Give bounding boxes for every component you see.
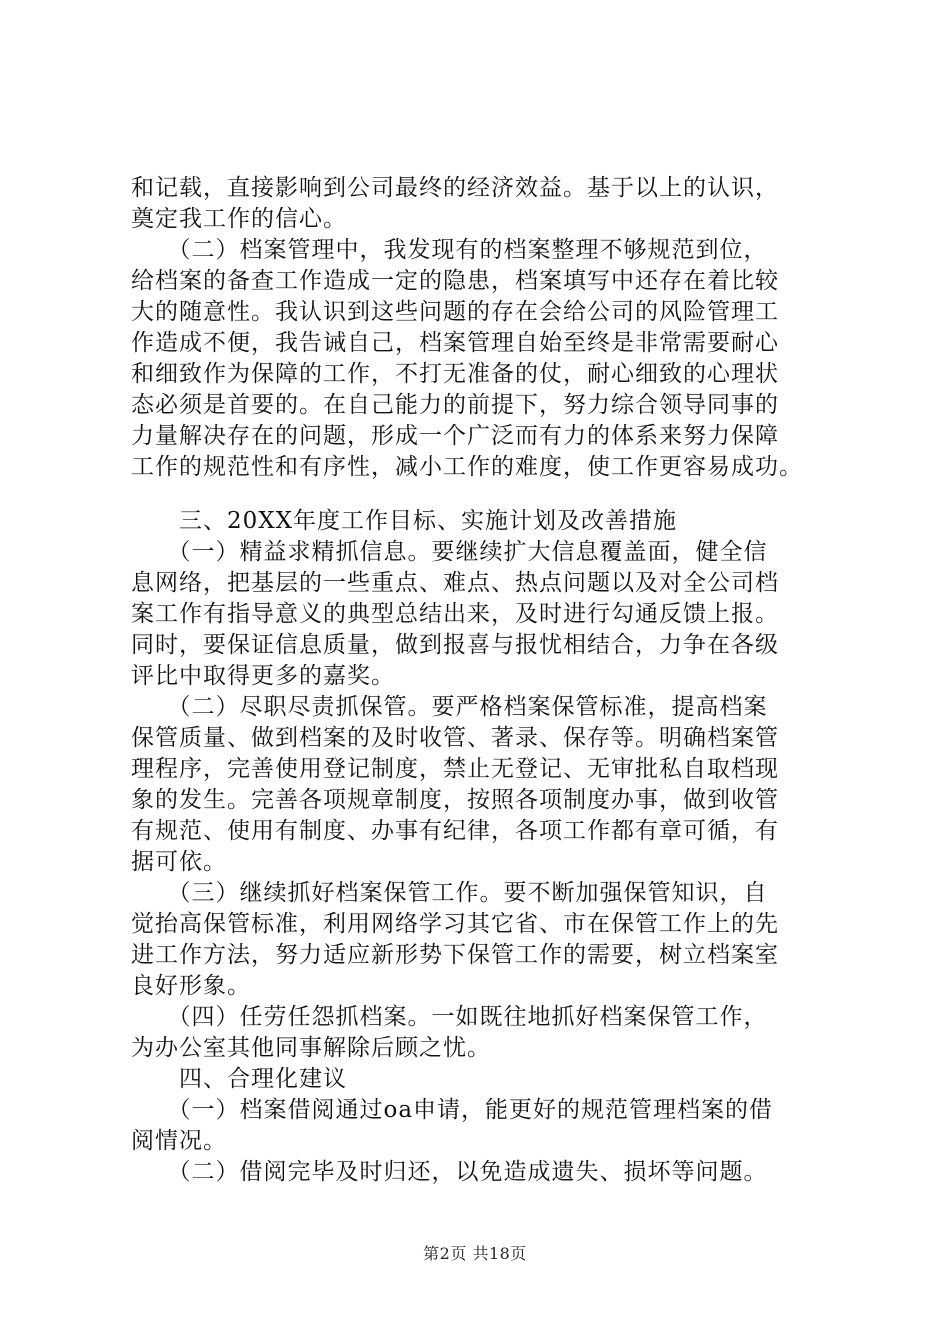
- body-line: 大的随意性。我认识到这些问题的存在会给公司的风险管理工: [131, 299, 779, 325]
- body-line: 态必须是首要的。在自己能力的前提下，努力综合领导同事的: [131, 392, 779, 418]
- body-line: （三）继续抓好档案保管工作。要不断加强保管知识，自: [131, 880, 768, 906]
- body-line: （二）借阅完毕及时归还，以免造成遗失、损坏等问题。: [131, 1159, 768, 1185]
- body-line: 和记载，直接影响到公司最终的经济效益。基于以上的认识，: [131, 175, 779, 201]
- body-line: 和细致作为保障的工作，不打无准备的仗，耐心细致的心理状: [131, 361, 779, 387]
- body-line: 觉抬高保管标准，利用网络学习其它省、市在保管工作上的先: [131, 911, 779, 937]
- body-line: （四）任劳任怨抓档案。一如既往地抓好档案保管工作，: [131, 1004, 768, 1030]
- body-line: （二）尽职尽责抓保管。要严格档案保管标准，提高档案: [131, 694, 768, 720]
- body-line: 评比中取得更多的嘉奖。: [131, 663, 395, 689]
- body-line: 有规范、使用有制度、办事有纪律，各项工作都有章可循，有: [131, 818, 779, 844]
- body-line: 据可依。: [131, 849, 227, 875]
- body-line: 保管质量、做到档案的及时收管、著录、保存等。明确档案管: [131, 725, 779, 751]
- body-line: 工作的规范性和有序性，减小工作的难度，使工作更容易成功。: [131, 454, 803, 480]
- body-line: 案工作有指导意义的典型总结出来，及时进行勾通反馈上报。: [131, 601, 779, 627]
- body-line: 力量解决存在的问题，形成一个广泛而有力的体系来努力保障: [131, 423, 779, 449]
- body-line: 象的发生。完善各项规章制度，按照各项制度办事，做到收管: [131, 787, 779, 813]
- body-line: 进工作方法，努力适应新形势下保管工作的需要，树立档案室: [131, 942, 779, 968]
- section-heading: 四、合理化建议: [131, 1066, 347, 1092]
- body-line: （一）精益求精抓信息。要继续扩大信息覆盖面，健全信: [131, 539, 768, 565]
- body-line: （二）档案管理中，我发现有的档案整理不够规范到位，: [131, 237, 768, 263]
- page-number-footer: 第2页 共18页: [423, 1244, 527, 1263]
- body-line: 理程序，完善使用登记制度，禁止无登记、无审批私自取档现: [131, 756, 779, 782]
- body-line: 息网络，把基层的一些重点、难点、热点问题以及对全公司档: [131, 570, 779, 596]
- body-line: 同时，要保证信息质量，做到报喜与报忧相结合，力争在各级: [131, 632, 779, 658]
- body-line: 阅情况。: [131, 1128, 227, 1154]
- body-line: （一）档案借阅通过oa申请，能更好的规范管理档案的借: [131, 1097, 774, 1123]
- body-line: 作造成不便，我告诫自己，档案管理自始至终是非常需要耐心: [131, 330, 779, 356]
- section-heading: 三、20XX年度工作目标、实施计划及改善措施: [131, 508, 678, 534]
- body-line: 为办公室其他同事解除后顾之忧。: [131, 1035, 491, 1061]
- body-line: 奠定我工作的信心。: [131, 206, 347, 232]
- body-line: 良好形象。: [131, 973, 251, 999]
- body-line: 给档案的备查工作造成一定的隐患，档案填写中还存在着比较: [131, 268, 779, 294]
